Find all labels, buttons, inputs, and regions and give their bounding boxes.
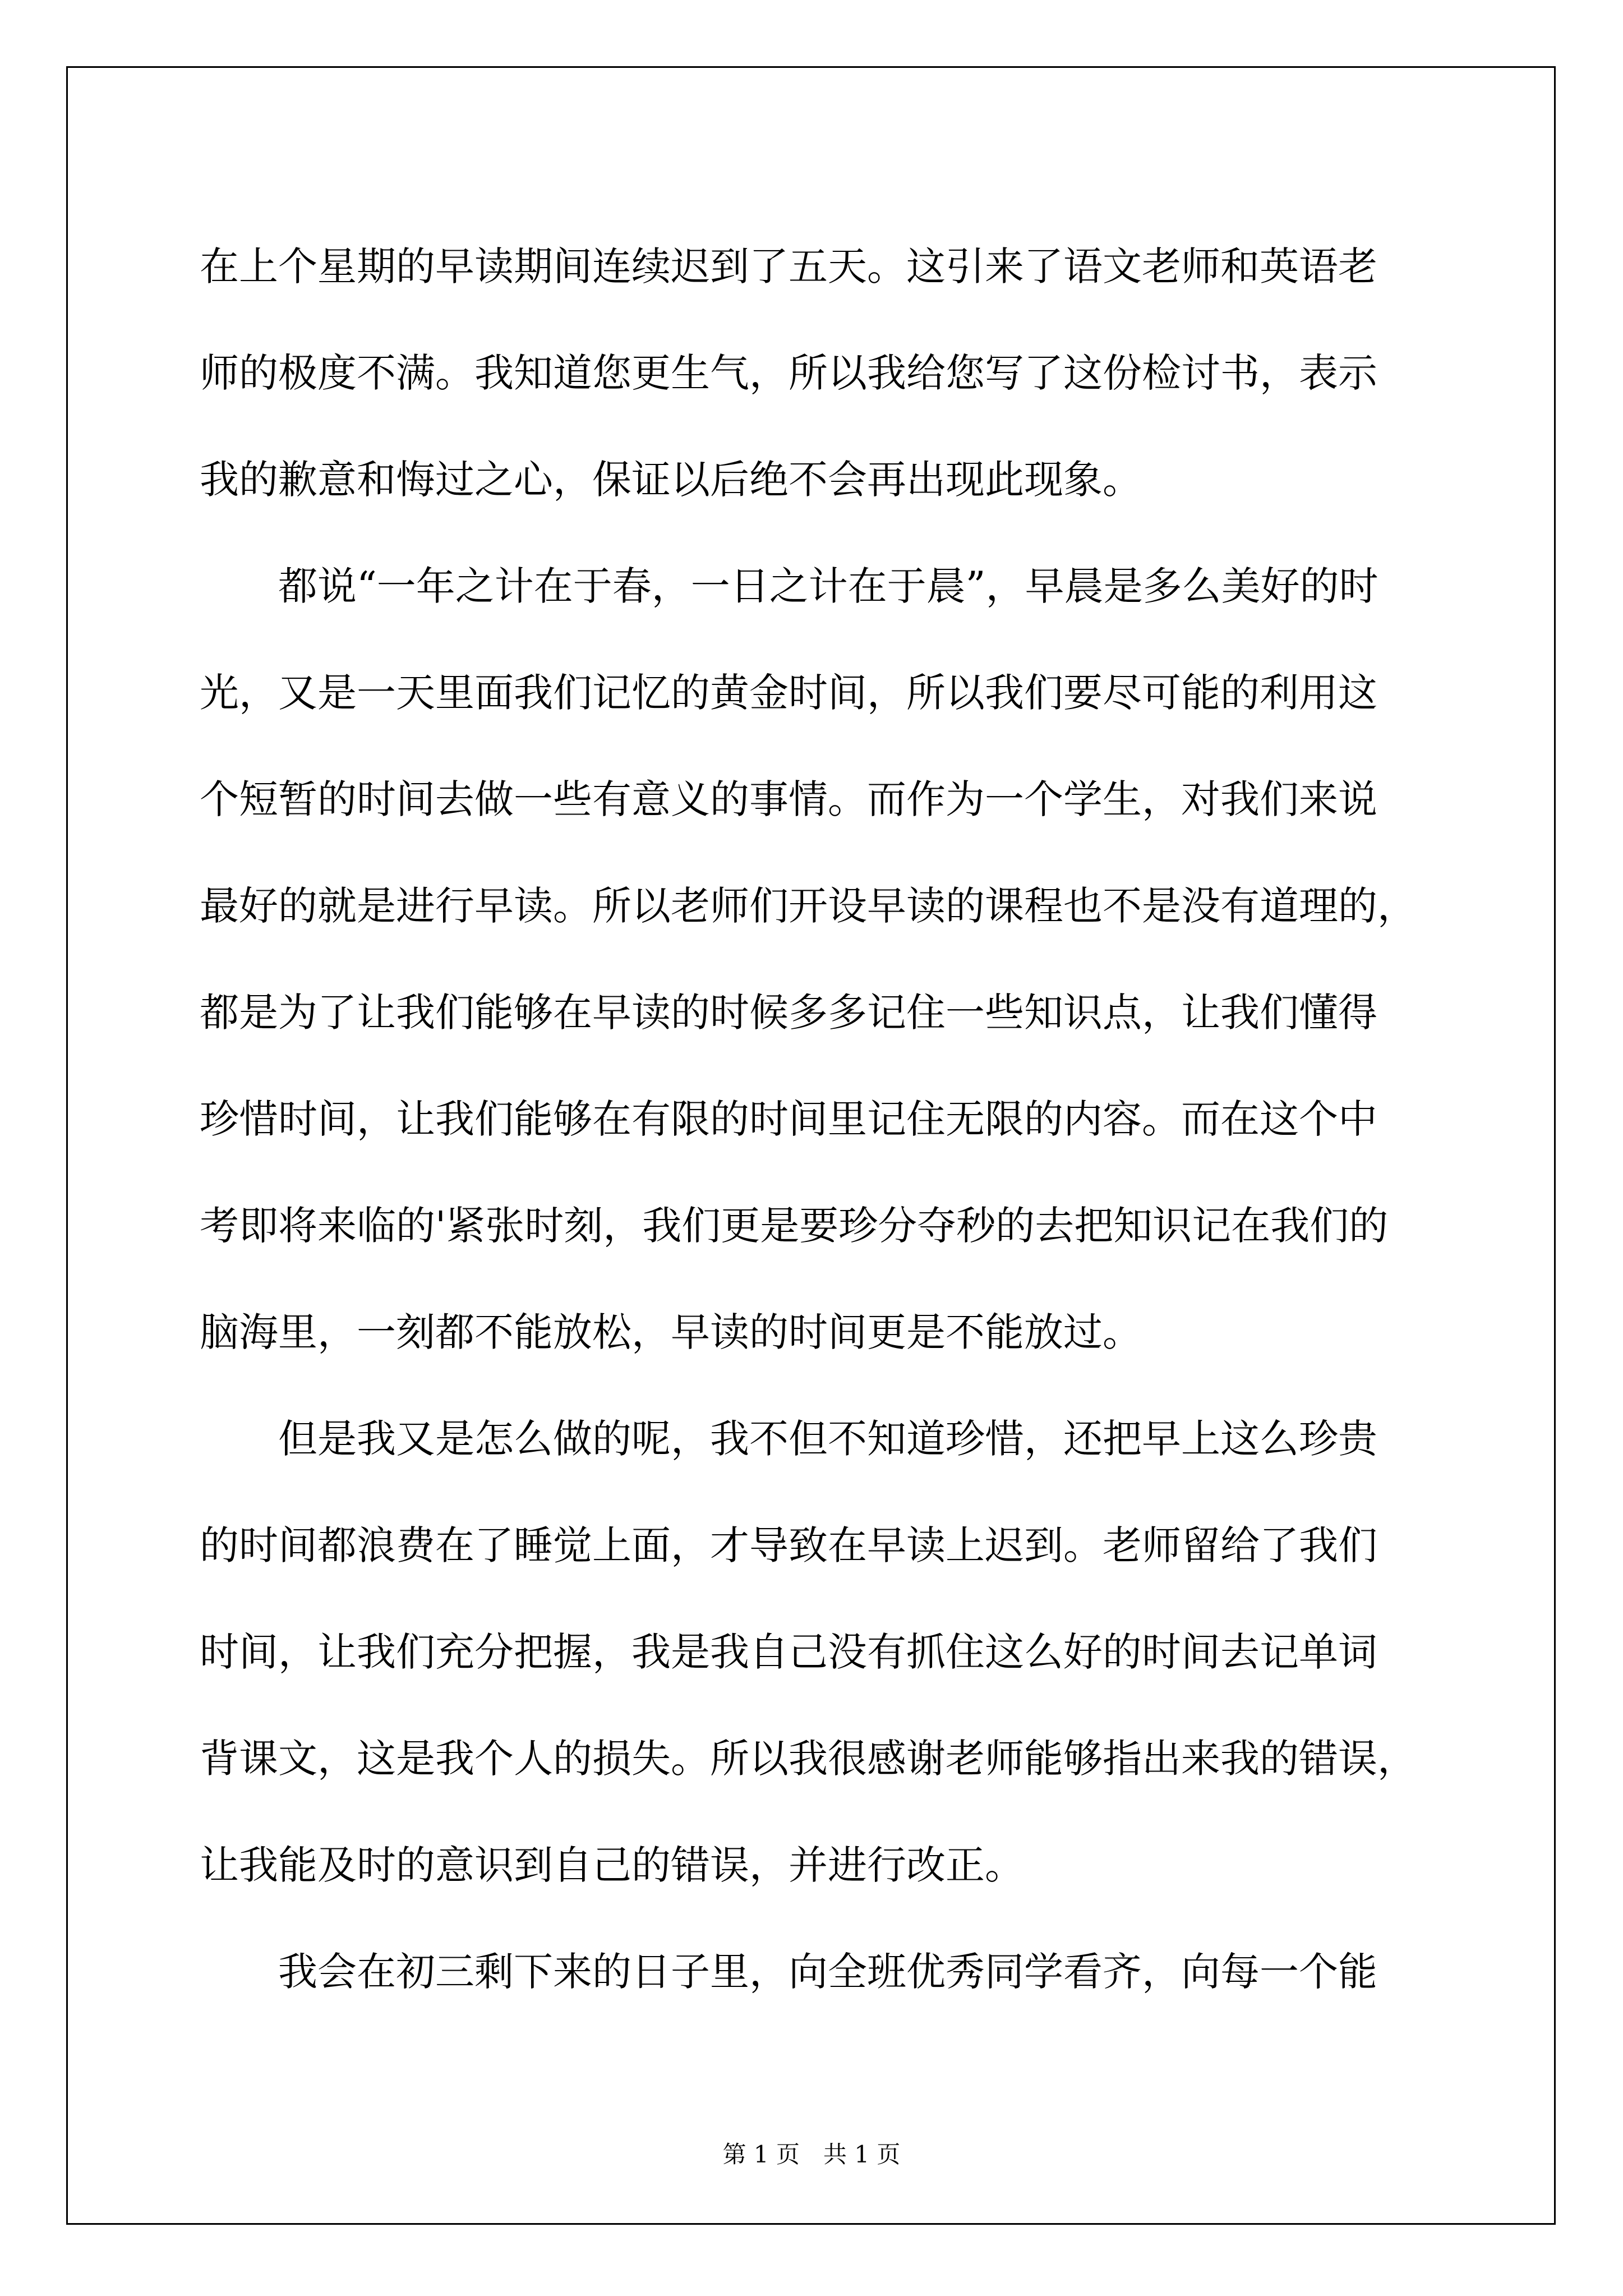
document-body bbox=[200, 213, 1461, 2025]
text-line: 脑海里，一刻都不能放松，早读的时间更是不能放过。 bbox=[200, 1309, 1142, 1355]
text-line: 时间，让我们充分把握，我是我自己没有抓住这么好的时间去记单词 bbox=[200, 1629, 1377, 1675]
text-line: 都说“一年之计在于春，一日之计在于晨”，早晨是多么美好的时 bbox=[278, 563, 1378, 609]
text-line: 的时间都浪费在了睡觉上面，才导致在早读上迟到。老师留给了我们 bbox=[200, 1522, 1377, 1568]
text-line: 考即将来临的'紧张时刻，我们更是要珍分夺秒的去把知识记在我们的 bbox=[200, 1203, 1389, 1249]
text-line: 最好的就是进行早读。所以老师们开设早读的课程也不是没有道理的， bbox=[200, 883, 1417, 929]
text-line: 光，又是一天里面我们记忆的黄金时间，所以我们要尽可能的利用这 bbox=[200, 670, 1377, 716]
text-line: 在上个星期的早读期间连续迟到了五天。这引来了语文老师和英语老 bbox=[200, 243, 1377, 289]
text-line: 但是我又是怎么做的呢，我不但不知道珍惜，还把早上这么珍贵 bbox=[278, 1416, 1377, 1462]
text-line: 背课文，这是我个人的损失。所以我很感谢老师能够指出来我的错误， bbox=[200, 1736, 1417, 1782]
text-line: 我的歉意和悔过之心，保证以后绝不会再出现此现象。 bbox=[200, 457, 1142, 503]
text-line: 都是为了让我们能够在早读的时候多多记住一些知识点，让我们懂得 bbox=[200, 990, 1377, 1036]
page-footer: 第 1 页 共 1 页 bbox=[722, 2141, 901, 2168]
text-line: 个短暂的时间去做一些有意义的事情。而作为一个学生，对我们来说 bbox=[200, 776, 1377, 822]
text-line: 珍惜时间，让我们能够在有限的时间里记住无限的内容。而在这个中 bbox=[200, 1096, 1377, 1142]
text-line: 师的极度不满。我知道您更生气，所以我给您写了这份检讨书，表示 bbox=[200, 350, 1377, 396]
text-line: 我会在初三剩下来的日子里，向全班优秀同学看齐，向每一个能 bbox=[278, 1949, 1377, 1995]
text-line: 让我能及时的意识到自己的错误，并进行改正。 bbox=[200, 1842, 1024, 1888]
